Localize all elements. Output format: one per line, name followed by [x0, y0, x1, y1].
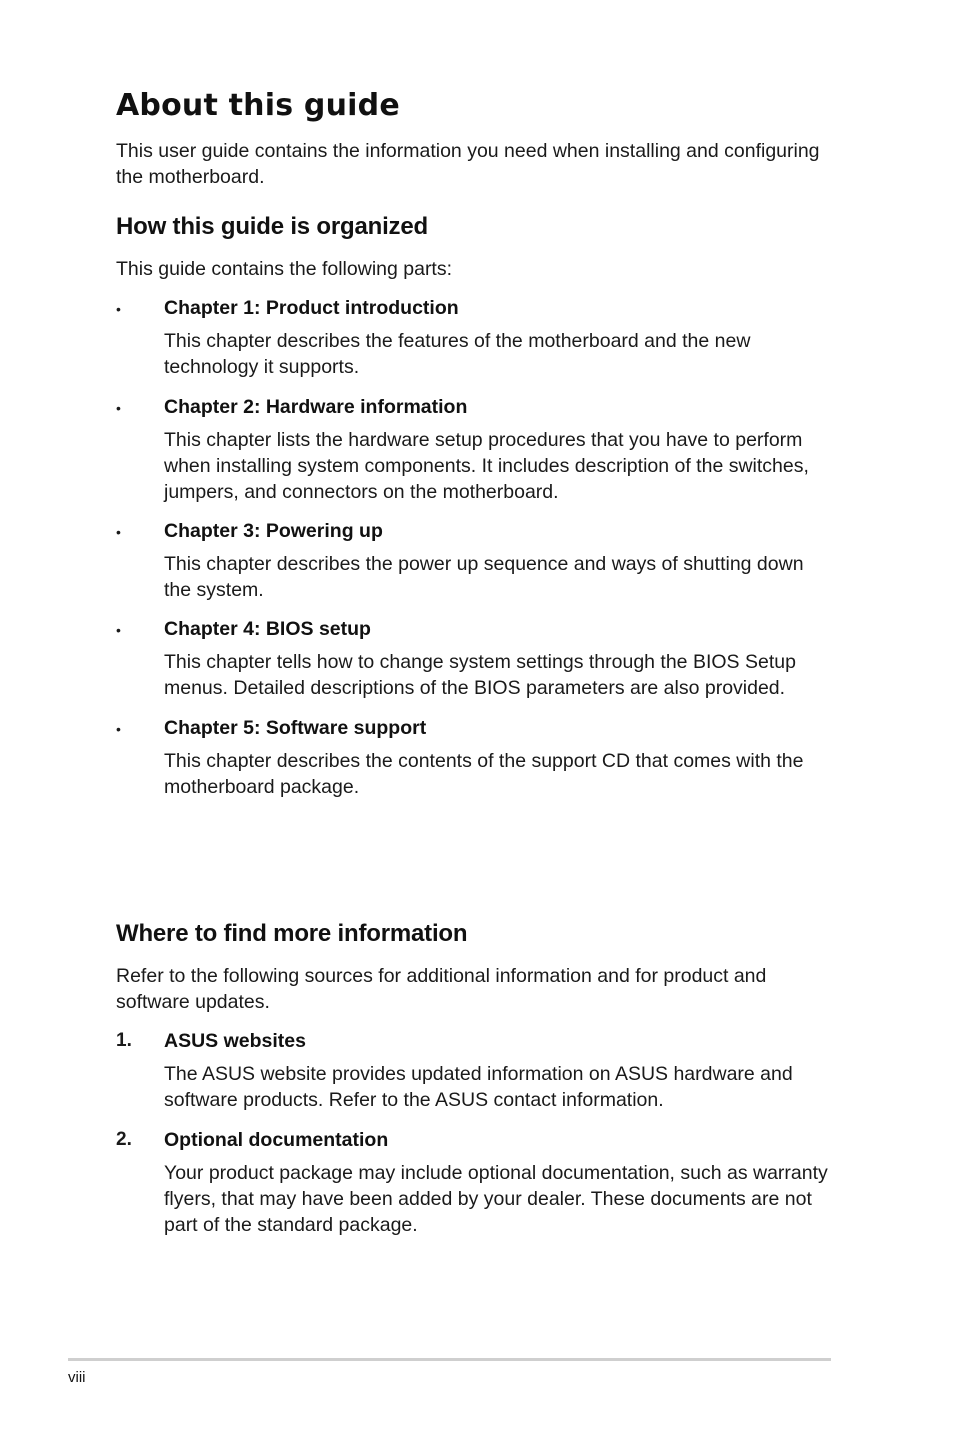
- chapter-description: This chapter lists the hardware setup procedures that you have to perform when installing system components. It includes description of the switches, jumpers, and connectors on the motherboard.: [164, 429, 809, 503]
- chapter-description: This chapter tells how to change system settings through the BIOS Setup menus. Detailed descriptions of the BIOS parameters are also provided.: [164, 651, 796, 699]
- page-title: About this guide: [116, 88, 400, 123]
- bullet-marker: •: [116, 301, 121, 317]
- source-description: The ASUS website provides updated information on ASUS hardware and software products. Refer to the ASUS contact information.: [164, 1063, 793, 1111]
- chapter-title: Chapter 3: Powering up: [164, 520, 383, 542]
- intro-paragraph: This user guide contains the information you need when installing and configuring the motherboard.: [116, 140, 820, 188]
- section-heading-organized: How this guide is organized: [116, 213, 428, 240]
- list-number: 1.: [116, 1030, 132, 1051]
- chapter-description: This chapter describes the features of the motherboard and the new technology it supports.: [164, 330, 751, 378]
- bullet-marker: •: [116, 622, 121, 638]
- footer-divider: [68, 1358, 831, 1361]
- page-number: viii: [68, 1369, 86, 1386]
- chapter-title: Chapter 5: Software support: [164, 717, 427, 739]
- chapter-title: Chapter 4: BIOS setup: [164, 618, 371, 640]
- bullet-marker: •: [116, 524, 121, 540]
- source-title: Optional documentation: [164, 1129, 389, 1151]
- chapter-description: This chapter describes the power up sequence and ways of shutting down the system.: [164, 553, 804, 601]
- chapter-title: Chapter 1: Product introduction: [164, 297, 459, 319]
- more-info-lead: Refer to the following sources for additional information and for product and software updates.: [116, 965, 767, 1013]
- bullet-marker: •: [116, 400, 121, 416]
- source-description: Your product package may include optional documentation, such as warranty flyers, that may have been added by your dealer. These documents are not part of the standard package.: [164, 1162, 828, 1236]
- source-title: ASUS websites: [164, 1030, 306, 1052]
- bullet-marker: •: [116, 721, 121, 737]
- organized-lead: This guide contains the following parts:: [116, 258, 453, 280]
- section-heading-more-info: Where to find more information: [116, 920, 468, 947]
- chapter-title: Chapter 2: Hardware information: [164, 396, 468, 418]
- chapter-description: This chapter describes the contents of the support CD that comes with the motherboard package.: [164, 750, 804, 798]
- list-number: 2.: [116, 1129, 132, 1150]
